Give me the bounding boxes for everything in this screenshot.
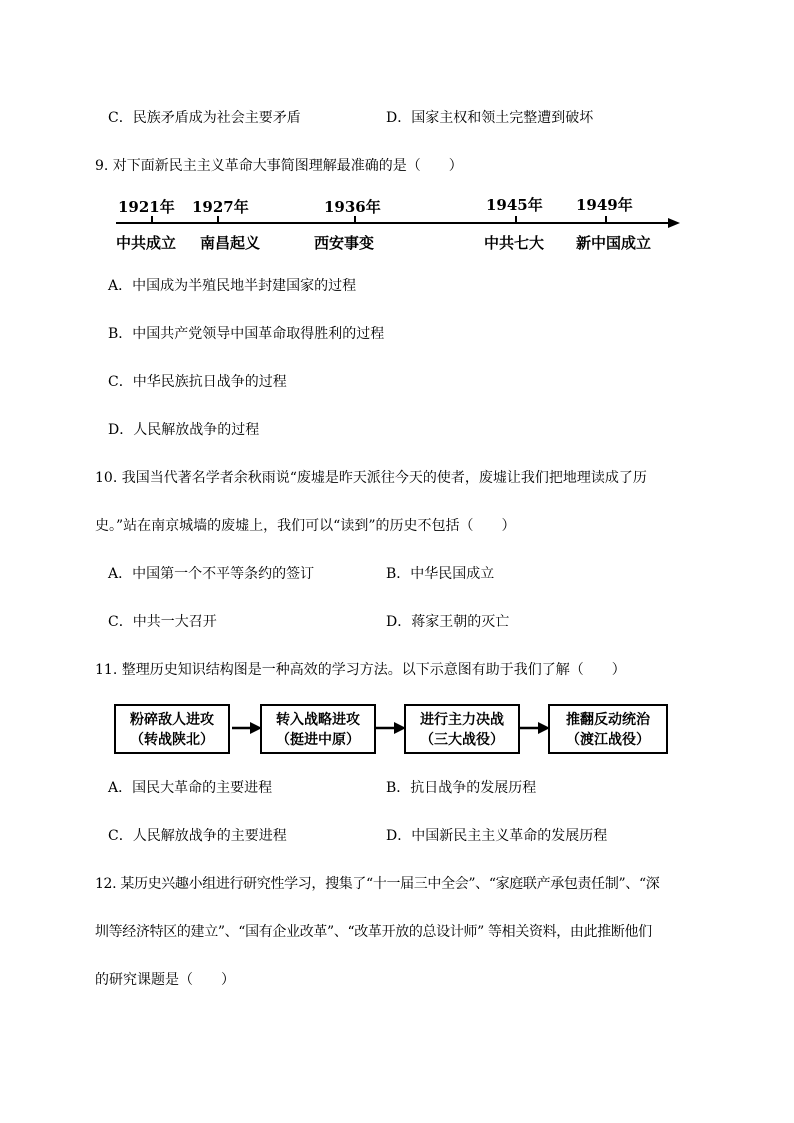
timeline-year-1921: 1921年 bbox=[118, 198, 175, 216]
q12-stem-line2: 圳等经济特区的建立”、“国有企业改革”、“改革开放的总设计师” 等相关资料，由此推断他们 bbox=[95, 924, 652, 940]
q9-timeline bbox=[110, 192, 690, 256]
flow-box-4 bbox=[548, 704, 668, 754]
flow-box-4-title: 推翻反动统治 bbox=[566, 712, 650, 728]
timeline-year-1927: 1927年 bbox=[192, 198, 249, 216]
q8-option-c: C．民族矛盾成为社会主要矛盾 bbox=[108, 110, 301, 126]
flow-box-2 bbox=[260, 704, 376, 754]
q11-flow-diagram bbox=[114, 700, 674, 760]
q9-stem: 9. 对下面新民主主义革命大事简图理解最准确的是（ ） bbox=[95, 158, 463, 174]
q9-option-b: B．中国共产党领导中国革命取得胜利的过程 bbox=[108, 326, 385, 342]
timeline-year-1936: 1936年 bbox=[324, 198, 381, 216]
flow-box-4-subtitle: （渡江战役） bbox=[566, 732, 650, 748]
q11-option-a: A．国民大革命的主要进程 bbox=[108, 780, 273, 796]
flow-box-3-subtitle: （三大战役） bbox=[420, 732, 504, 748]
q11-stem: 11. 整理历史知识结构图是一种高效的学习方法。以下示意图有助于我们了解（ ） bbox=[95, 662, 626, 678]
q9-option-a: A．中国成为半殖民地半封建国家的过程 bbox=[108, 278, 357, 294]
flow-box-2-subtitle: （挺进中原） bbox=[276, 732, 360, 748]
flow-box-3-title: 进行主力决战 bbox=[420, 712, 504, 728]
q12-stem-line3: 的研究课题是（ ） bbox=[95, 972, 235, 988]
q10-option-c: C．中共一大召开 bbox=[108, 614, 217, 630]
timeline-event-nanchang-uprising: 南昌起义 bbox=[200, 234, 261, 252]
q10-option-d: D．蒋家王朝的灭亡 bbox=[386, 614, 510, 630]
q11-option-d: D．中国新民主主义革命的发展历程 bbox=[386, 828, 608, 844]
flow-box-1-subtitle: （转战陕北） bbox=[130, 732, 214, 748]
q10-stem-line2: 史。”站在南京城墙的废墟上，我们可以“读到”的历史不包括（ ） bbox=[95, 518, 516, 534]
q10-option-a: A．中国第一个不平等条约的签订 bbox=[108, 566, 315, 582]
q11-option-b: B．抗日战争的发展历程 bbox=[386, 780, 537, 796]
flow-arrow-icon bbox=[376, 722, 406, 734]
q11-option-c: C．人民解放战争的主要进程 bbox=[108, 828, 287, 844]
flow-arrow-icon bbox=[520, 722, 550, 734]
timeline-year-1949: 1949年 bbox=[576, 196, 633, 214]
flow-box-1 bbox=[114, 704, 230, 754]
timeline-year-1945: 1945年 bbox=[486, 196, 543, 214]
q9-option-c: C．中华民族抗日战争的过程 bbox=[108, 374, 287, 390]
q12-stem-line1: 12. 某历史兴趣小组进行研究性学习，搜集了“十一届三中全会”、“家庭联产承包责任制”、“深 bbox=[95, 876, 660, 892]
timeline-event-party-founded: 中共成立 bbox=[116, 234, 177, 252]
q10-stem-line1: 10. 我国当代著名学者余秋雨说“废墟是昨天派往今天的使者，废墟让我们把地理读成了历 bbox=[95, 470, 647, 486]
q10-option-b: B．中华民国成立 bbox=[386, 566, 495, 582]
timeline-event-seventh-congress: 中共七大 bbox=[484, 234, 545, 252]
timeline-event-prc-founded: 新中国成立 bbox=[576, 234, 652, 252]
q8-option-d: D．国家主权和领土完整遭到破坏 bbox=[386, 110, 594, 126]
q9-option-d: D．人民解放战争的过程 bbox=[108, 422, 260, 438]
flow-box-3 bbox=[404, 704, 520, 754]
flow-box-2-title: 转入战略进攻 bbox=[276, 712, 360, 728]
flow-arrow-icon bbox=[232, 722, 262, 734]
flow-box-1-title: 粉碎敌人进攻 bbox=[130, 712, 214, 728]
timeline-event-xian-incident: 西安事变 bbox=[314, 234, 375, 252]
